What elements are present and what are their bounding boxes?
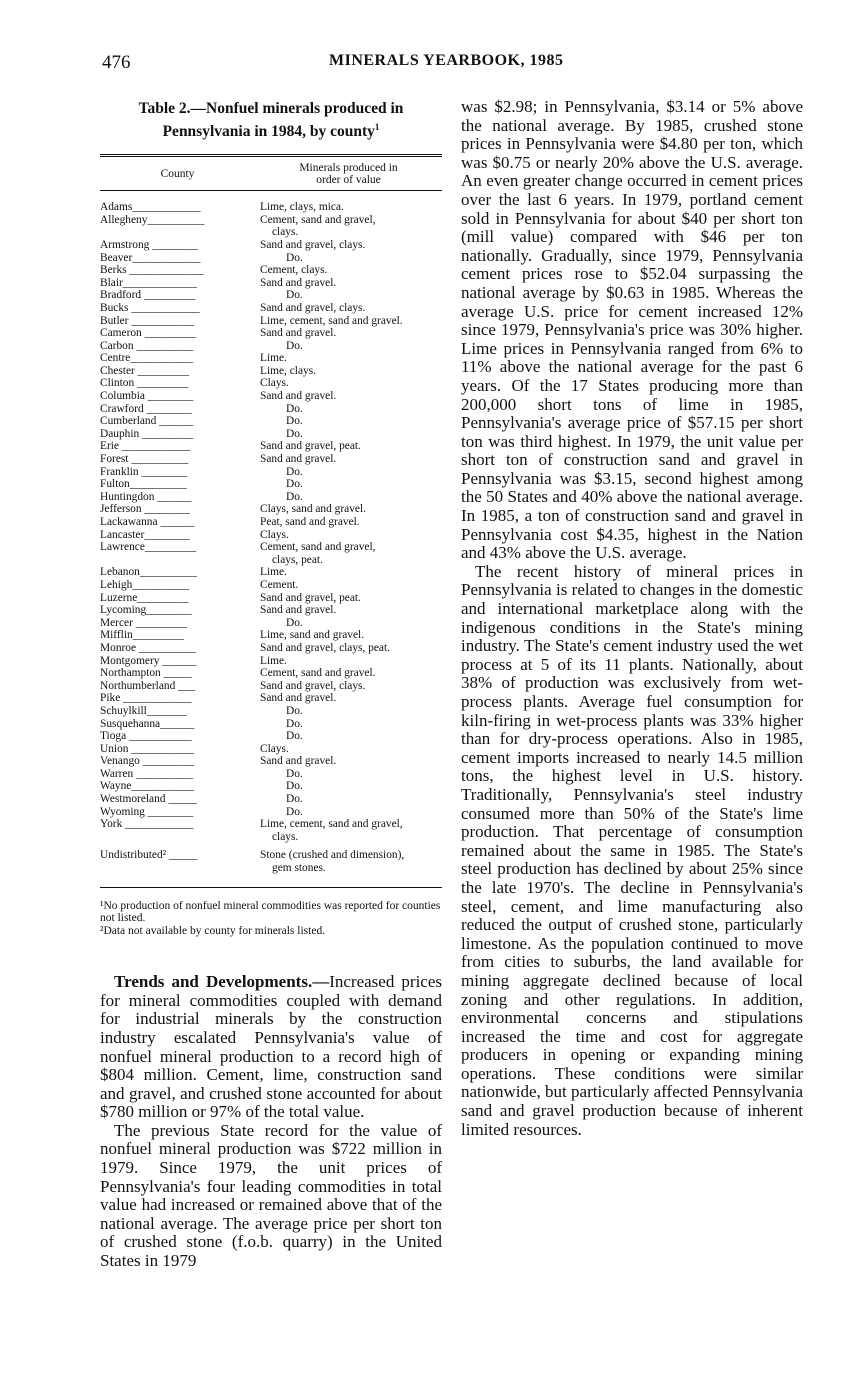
county-name: Susquehanna______ bbox=[100, 717, 195, 730]
minerals-produced: Lime. bbox=[260, 352, 287, 365]
table-title bbox=[100, 100, 442, 141]
table-row bbox=[100, 352, 442, 365]
minerals-produced: Do. bbox=[286, 415, 303, 428]
county-name: York ____________ bbox=[100, 818, 194, 831]
minerals-produced: Sand and gravel, clays, peat. bbox=[260, 641, 390, 654]
table-row bbox=[100, 327, 442, 340]
column-header-minerals-line2: order of value bbox=[316, 174, 381, 187]
minerals-produced: Cement, sand and gravel, bbox=[260, 213, 376, 226]
table-header bbox=[100, 157, 442, 190]
table-row bbox=[100, 440, 442, 453]
county-name: Carbon __________ bbox=[100, 339, 194, 352]
county-name bbox=[100, 862, 260, 875]
county-name: Franklin ________ bbox=[100, 465, 188, 478]
table-row bbox=[100, 289, 442, 302]
table-row bbox=[100, 529, 442, 542]
table-row bbox=[100, 491, 442, 504]
county-name: Forest __________ bbox=[100, 453, 189, 466]
table-row bbox=[100, 554, 442, 567]
left-column bbox=[100, 100, 442, 1271]
table-row bbox=[100, 862, 442, 875]
table-row bbox=[100, 692, 442, 705]
minerals-produced: Do. bbox=[286, 339, 303, 352]
county-name: Lebanon__________ bbox=[100, 566, 197, 579]
table-row bbox=[100, 604, 442, 617]
table-row bbox=[100, 566, 442, 579]
county-name: Beaver____________ bbox=[100, 251, 201, 264]
paragraph-trends-text: Increased prices for mineral commodities coupled with demand for industrial minerals by the construction industry escalated Pennsylvania's value of nonfuel mineral production to a record high of $804 million. Cement, lime, construction sand and gravel, and crushed stone accounted for about $780 million or 97% of the total value. bbox=[100, 972, 442, 1122]
county-name: Clinton _________ bbox=[100, 377, 189, 390]
minerals-produced: Lime, cement, sand and gravel. bbox=[260, 314, 403, 327]
county-name: Butler ___________ bbox=[100, 314, 194, 327]
table-row bbox=[100, 226, 442, 239]
county-name bbox=[100, 554, 260, 567]
minerals-produced: Do. bbox=[286, 402, 303, 415]
minerals-produced: Sand and gravel. bbox=[260, 453, 337, 466]
minerals-produced: Lime, clays, mica. bbox=[260, 201, 344, 214]
table-row bbox=[100, 516, 442, 529]
county-name: Centre___________ bbox=[100, 352, 194, 365]
minerals-produced: Clays. bbox=[260, 528, 289, 541]
county-name: Blair_____________ bbox=[100, 276, 197, 289]
minerals-produced: Do. bbox=[286, 465, 303, 478]
county-name: Huntingdon ______ bbox=[100, 490, 192, 503]
county-name: Lawrence_________ bbox=[100, 541, 197, 554]
minerals-produced: Do. bbox=[286, 780, 303, 793]
county-name: Wayne___________ bbox=[100, 780, 194, 793]
table-row bbox=[100, 768, 442, 781]
minerals-produced: Do. bbox=[286, 767, 303, 780]
table-row bbox=[100, 831, 442, 844]
table-title-line1: Table 2.—Nonfuel minerals produced in bbox=[138, 100, 404, 117]
county-name: Warren __________ bbox=[100, 767, 194, 780]
column-header-county: County bbox=[160, 168, 195, 181]
table-row bbox=[100, 849, 442, 862]
page-number: 476 bbox=[102, 52, 131, 73]
county-name: Monroe __________ bbox=[100, 641, 196, 654]
table-row bbox=[100, 252, 442, 265]
minerals-produced: Do. bbox=[286, 478, 303, 491]
minerals-produced: clays. bbox=[272, 830, 299, 843]
county-name: Bucks ____________ bbox=[100, 301, 200, 314]
paragraph-trends bbox=[100, 973, 442, 1122]
minerals-produced: Do. bbox=[286, 805, 303, 818]
table-row bbox=[100, 818, 442, 831]
minerals-produced: Sand and gravel, clays. bbox=[260, 238, 366, 251]
table-row bbox=[100, 453, 442, 466]
county-name: Columbia ________ bbox=[100, 390, 194, 403]
minerals-produced: Cement, sand and gravel. bbox=[260, 667, 376, 680]
county-name: Fulton__________ bbox=[100, 478, 187, 491]
table-row bbox=[100, 806, 442, 819]
minerals-produced: gem stones. bbox=[272, 862, 326, 875]
minerals-produced: Clays. bbox=[260, 377, 289, 390]
county-name: Lackawanna ______ bbox=[100, 516, 195, 528]
footnote-2: ²Data not available by county for minerals listed. bbox=[100, 924, 326, 937]
paragraph-recent-history: The recent history of mineral prices in Pennsylvania is related to changes in the domestic and international marketplace along with the indigenous conditions in the State's mining industry. The State's cement industry used the wet process at 5 of its 11 plants. Nationally, about 38% of production was exclusively from wet-process plants. Average fuel consumption for kiln-firing in wet-process plants was 33% higher than for dry-process operations. Also in 1985, cement imports increased to nearly 14.5 million tons, the highest level in U.S. history. Traditionally, Pennsylvania's steel industry consumed more than 50% of the State's lime production. That percentage of consumption remained about the same in 1985. The State's steel production has declined by about 25% since the late 1970's. The decline in Pennsylvania's steel, cement, and lime manufacturing also reduced the output of crushed stone, particularly limestone. As the population continued to move from cities to suburbs, the land available for mining aggregate declined because of local zoning and other regulations. In addition, environmental concerns and stipulations increased the time and cost for aggregate producers in opening or expanding mining operations. These conditions were similar nationwide, but particularly affected Pennsylvania sand and gravel production because of inherent limited resources. bbox=[461, 561, 803, 1139]
paragraph-previous-record-continued: was $2.98; in Pennsylvania, $3.14 or 5% above the national average. By 1985, crushed stone prices in Pennsylvania were $4.80 per ton, which was $0.75 or nearly 20% above the U.S. average. An even greater change occurred in cement prices over the last 6 years. In 1979, portland cement sold in Pennsylvania for about $40 per short ton (mill value) compared with $46 per ton nationally. Gradually, since 1979, Pennsylvania cement prices rose to $52.04 surpassing the national average by $0.63 in 1985. Whereas the average U.S. price for cement increased 12% since 1979, Pennsylvania's price was 30% higher. Lime prices in Pennsylvania ranged from 6% to 11% above the national average for the past 6 years. Of the 17 States producing more than 200,000 short tons of lime in 1985, Pennsylvania's average price of $57.15 per short ton was third highest. In 1979, the unit value per short ton of construction sand and gravel in Pennsylvania was $3.15, second highest among the 50 States and 40% above the national average. In 1985, a ton of construction sand and gravel in Pennsylvania cost $4.35, highest in the Nation and 43% above the U.S. average. bbox=[461, 97, 803, 563]
right-column bbox=[461, 98, 803, 1139]
minerals-produced: Sand and gravel, peat. bbox=[260, 440, 361, 453]
table-row bbox=[100, 793, 442, 806]
minerals-produced: Do. bbox=[286, 427, 303, 440]
minerals-produced: Stone (crushed and dimension), bbox=[260, 849, 405, 862]
minerals-produced: Do. bbox=[286, 717, 303, 730]
county-name: Berks _____________ bbox=[100, 264, 204, 277]
footnote-1: ¹No production of nonfuel mineral commodities was reported for counties not listed. bbox=[100, 899, 441, 925]
table-row bbox=[100, 478, 442, 491]
table-row bbox=[100, 655, 442, 668]
left-body-text bbox=[100, 973, 442, 1271]
county-name: Westmoreland _____ bbox=[100, 793, 197, 806]
minerals-produced: Sand and gravel. bbox=[260, 327, 337, 340]
minerals-produced: Do. bbox=[286, 730, 303, 743]
minerals-produced: Lime, clays. bbox=[260, 364, 316, 377]
county-name: Armstrong ________ bbox=[100, 238, 198, 251]
table-row bbox=[100, 277, 442, 290]
county-name: Venango _________ bbox=[100, 755, 194, 768]
county-name: Mifflin_________ bbox=[100, 629, 184, 642]
table-row bbox=[100, 617, 442, 630]
table-row bbox=[100, 503, 442, 516]
table-row bbox=[100, 629, 442, 642]
minerals-produced: Sand and gravel. bbox=[260, 755, 337, 768]
county-name: Lancaster________ bbox=[100, 528, 190, 541]
county-name: Bradford _________ bbox=[100, 289, 196, 302]
minerals-produced: Do. bbox=[286, 490, 303, 503]
table-row bbox=[100, 667, 442, 680]
minerals-produced: Sand and gravel. bbox=[260, 604, 337, 617]
county-name: Undistributed² _____ bbox=[100, 849, 198, 862]
table-row bbox=[100, 755, 442, 768]
county-name: Tioga ___________ bbox=[100, 730, 192, 743]
county-name: Lycoming________ bbox=[100, 604, 192, 617]
county-name bbox=[100, 831, 260, 844]
county-name: Union ___________ bbox=[100, 742, 194, 755]
county-name: Cameron _________ bbox=[100, 327, 196, 340]
table-row bbox=[100, 428, 442, 441]
county-name: Northumberland ___ bbox=[100, 679, 196, 692]
paragraph-previous-record: The previous State record for the value of nonfuel mineral production was $722 million in 1979. Since 1979, the unit prices of Pennsylvania's four leading commodities in total value had increased or remained above that of the national average. The average price per short ton of crushed stone (f.o.b. quarry) in the United States in 1979 bbox=[100, 1120, 442, 1271]
county-name: Mercer _________ bbox=[100, 616, 187, 629]
county-name: Erie ____________ bbox=[100, 440, 191, 453]
minerals-produced: Sand and gravel. bbox=[260, 390, 337, 403]
table-body bbox=[100, 201, 442, 874]
table-header-rule bbox=[100, 190, 442, 191]
minerals-produced: Sand and gravel, peat. bbox=[260, 591, 361, 604]
county-name: Jefferson ________ bbox=[100, 503, 190, 516]
minerals-produced: Clays, sand and gravel. bbox=[260, 503, 366, 516]
minerals-produced: Sand and gravel. bbox=[260, 276, 337, 289]
minerals-produced: Lime, cement, sand and gravel, bbox=[260, 818, 403, 831]
minerals-produced: Do. bbox=[286, 616, 303, 629]
table-row bbox=[100, 466, 442, 479]
minerals-produced: Cement, sand and gravel, bbox=[260, 541, 376, 554]
county-name: Wyoming ________ bbox=[100, 805, 194, 818]
column-header-minerals bbox=[255, 162, 442, 186]
table-row bbox=[100, 239, 442, 252]
county-name: Schuylkill_______ bbox=[100, 704, 187, 717]
minerals-produced: clays, peat. bbox=[272, 553, 323, 566]
minerals-produced: Sand and gravel, clays. bbox=[260, 301, 366, 314]
minerals-produced: Lime, sand and gravel. bbox=[260, 629, 365, 642]
table-row bbox=[100, 403, 442, 416]
table-row bbox=[100, 642, 442, 655]
column-header-minerals-line1: Minerals produced in bbox=[299, 162, 398, 175]
table-row bbox=[100, 592, 442, 605]
county-name bbox=[100, 226, 260, 239]
table-row bbox=[100, 315, 442, 328]
county-name: Montgomery ______ bbox=[100, 654, 197, 667]
table-row bbox=[100, 541, 442, 554]
county-name: Northampton _____ bbox=[100, 667, 193, 680]
minerals-produced: Do. bbox=[286, 289, 303, 302]
minerals-produced: Clays. bbox=[260, 742, 289, 755]
table-title-line2: Pennsylvania in 1984, by county bbox=[162, 123, 375, 141]
table-row bbox=[100, 302, 442, 315]
table-row bbox=[100, 730, 442, 743]
table-footnotes bbox=[100, 900, 442, 938]
minerals-produced: Cement. bbox=[260, 578, 299, 591]
county-name: Adams____________ bbox=[100, 201, 201, 214]
table-row bbox=[100, 718, 442, 731]
minerals-produced: Lime. bbox=[260, 566, 287, 579]
county-name: Cumberland ______ bbox=[100, 415, 194, 428]
table-row bbox=[100, 377, 442, 390]
county-name: Luzerne_________ bbox=[100, 591, 189, 604]
minerals-produced: clays. bbox=[272, 226, 299, 239]
county-name: Lehigh__________ bbox=[100, 578, 190, 591]
minerals-produced: Cement, clays. bbox=[260, 264, 328, 277]
table-title-note: 1 bbox=[374, 122, 380, 132]
minerals-produced: Sand and gravel. bbox=[260, 692, 337, 705]
minerals-produced: Do. bbox=[286, 251, 303, 264]
table-row bbox=[100, 365, 442, 378]
minerals-produced: Do. bbox=[286, 793, 303, 806]
county-name: Dauphin _________ bbox=[100, 427, 194, 440]
minerals-produced: Peat, sand and gravel. bbox=[260, 516, 360, 528]
table-row bbox=[100, 214, 442, 227]
minerals-produced: Sand and gravel, clays. bbox=[260, 679, 366, 692]
county-name: Pike ____________ bbox=[100, 692, 192, 705]
county-name: Chester _________ bbox=[100, 364, 189, 377]
table-row bbox=[100, 201, 442, 214]
table-bottom-rule bbox=[100, 887, 442, 888]
table-row bbox=[100, 743, 442, 756]
running-head: MINERALS YEARBOOK, 1985 bbox=[329, 52, 564, 69]
minerals-produced: Lime. bbox=[260, 654, 287, 667]
table-row bbox=[100, 340, 442, 353]
table-row bbox=[100, 390, 442, 403]
table-row bbox=[100, 415, 442, 428]
table-row bbox=[100, 579, 442, 592]
county-name: Allegheny__________ bbox=[100, 213, 205, 226]
table-row bbox=[100, 264, 442, 277]
section-heading: Trends and Developments.— bbox=[114, 972, 330, 992]
table-row bbox=[100, 705, 442, 718]
county-name: Crawford ________ bbox=[100, 402, 193, 415]
minerals-produced: Do. bbox=[286, 704, 303, 717]
table-row bbox=[100, 680, 442, 693]
table-row bbox=[100, 780, 442, 793]
